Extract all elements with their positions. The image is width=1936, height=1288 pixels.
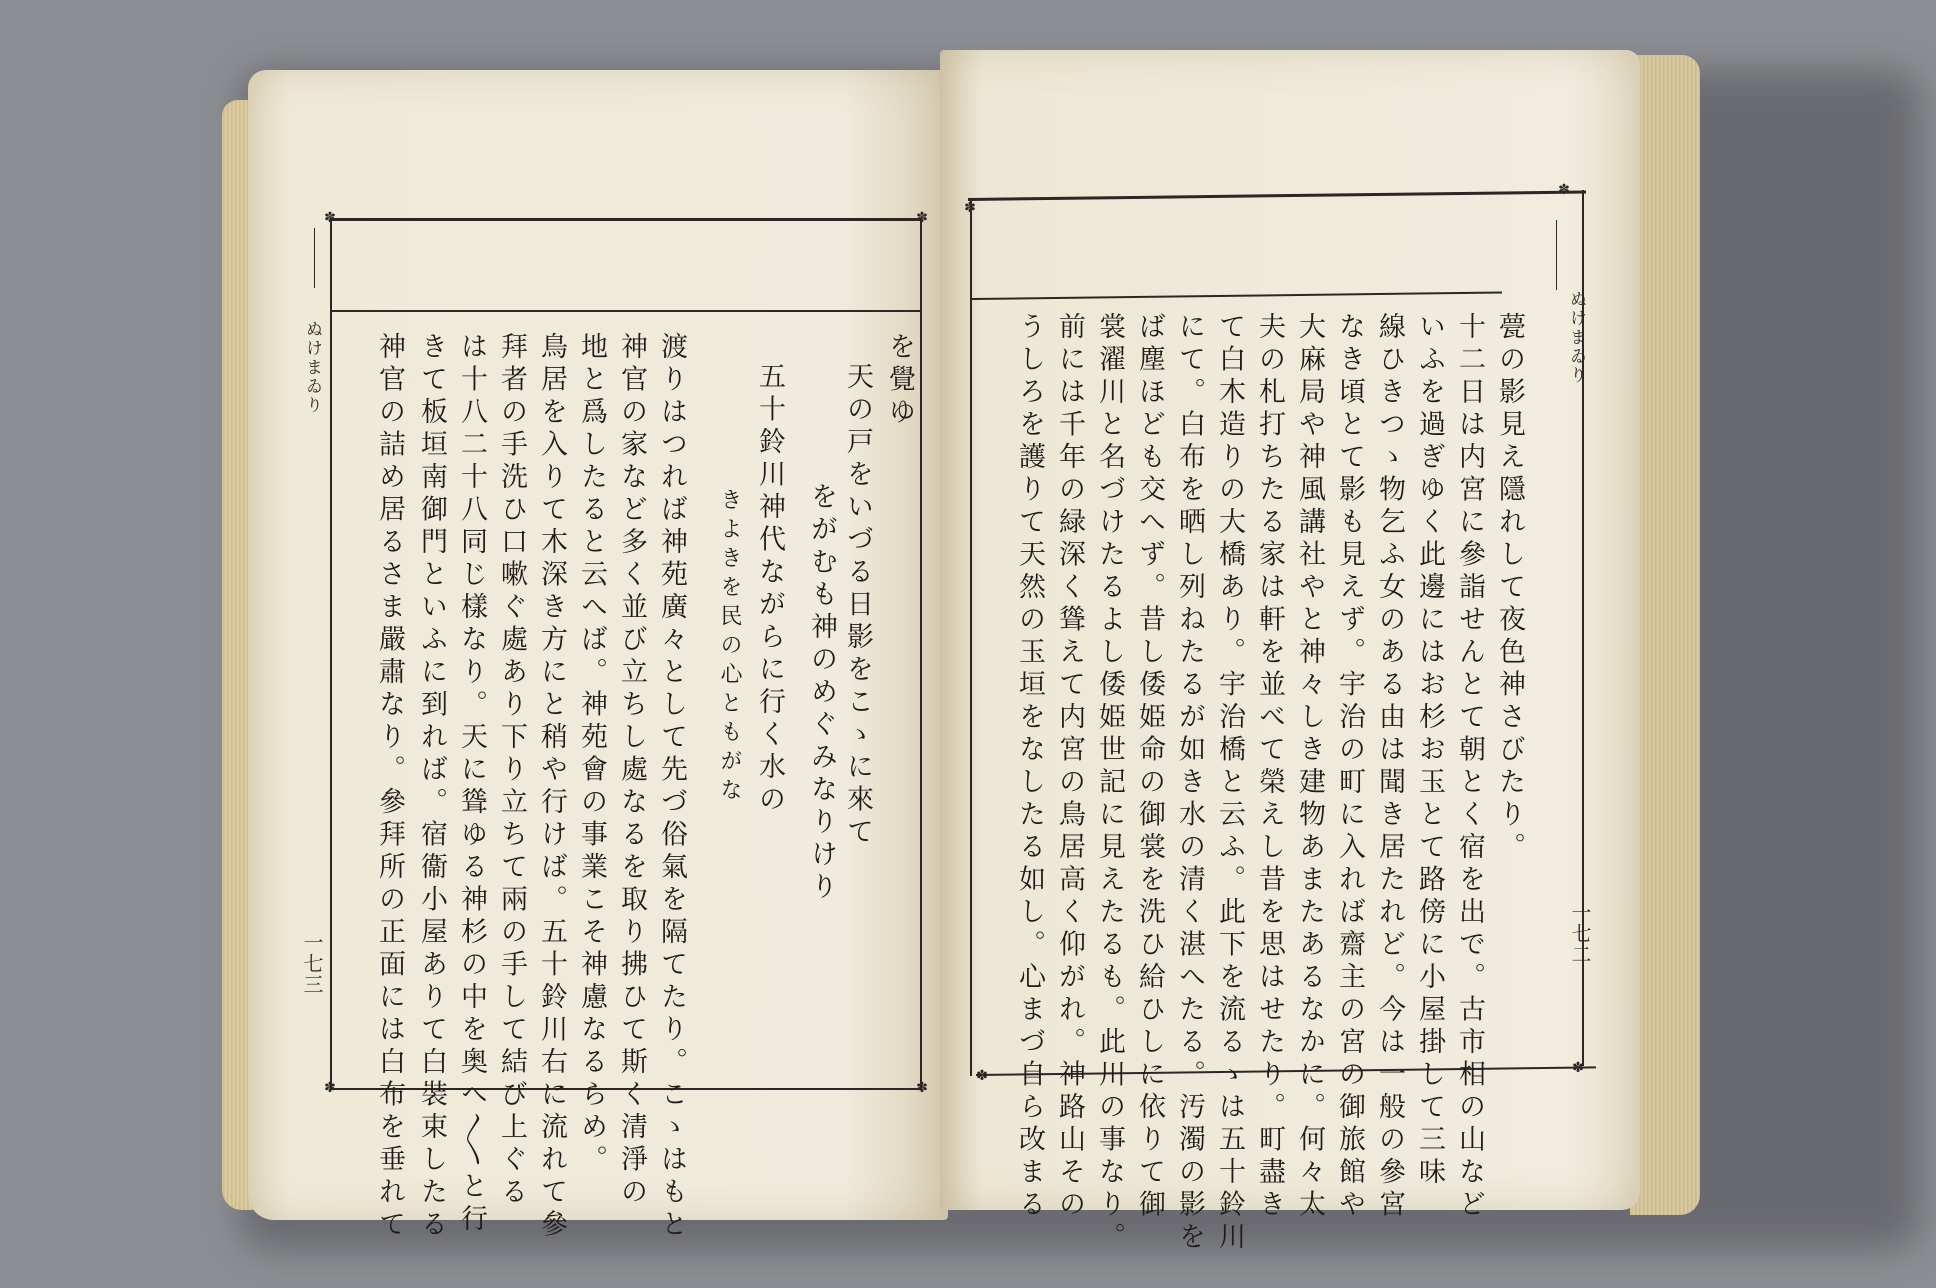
text-column: 甍の影見え隱れして夜色神さびたり。 [1494,312,1525,865]
text-column: 大麻局や神風講社やと神々しき建物あまたあるなかに。何々太 [1294,312,1325,1222]
rosette-icon: ✽ [916,210,928,226]
left-frame-left [330,220,332,1090]
right-frame-left [970,200,972,1076]
text-column: 裳濯川と名づけたるよし倭姫世記に見えたるも。此川の事なり。 [1094,312,1125,1255]
text-column: ば塵ほども交へず。昔し倭姫命の御裳を洗ひ給ひしに依りて御 [1134,312,1165,1222]
page-number: 一七三 [300,932,324,995]
text-column: 拜者の手洗ひ口嗽ぐ處あり下り立ちて兩の手して結び上ぐる [496,332,527,1210]
text-column: 渡りはつれば神苑廣々として先づ俗氣を隔てたり。こゝはもと [656,332,687,1242]
rosette-icon: ✽ [964,200,976,216]
running-title: ぬけまゐり [1566,290,1586,385]
text-column: 神官の詰め居るさま嚴肅なり。參拜所の正面には白布を垂れて [374,332,405,1242]
rosette-icon: ✽ [324,1080,336,1096]
left-frame-right [920,220,922,1090]
left-frame-top [330,218,922,221]
running-title: ぬけまゐり [302,320,322,415]
text-column: 前には千年の緑深く聳えて内宮の鳥居高く仰がれ。神路山その [1054,312,1085,1222]
text-column: いふを過ぎゆく此邊にはお杉お玉とて路傍に小屋掛して三味 [1414,312,1445,1190]
text-column: きて板垣南御門といふに到れば。宿衞小屋ありて白裝束したる [416,332,447,1242]
text-column: 線ひきつゝ物乞ふ女のある由は聞き居たれど。今は一般の參宮 [1374,312,1405,1222]
rosette-icon: ✽ [1558,182,1570,198]
text-column: は十八二十八同じ樣なり。天に聳ゆる神杉の中を奥へ〳〵と行 [456,332,487,1237]
text-column: にて。白布を晒し列ねたるが如き水の清く湛へたる。汚濁の影を [1174,312,1205,1255]
left-outer-rule [314,228,315,288]
text-column: 夫の札打ちたる家は軒を並べて榮えし昔を思はせたり。町盡き [1254,312,1285,1222]
rosette-icon: ✽ [324,210,336,226]
text-column: を覺ゆ [884,332,915,430]
text-column: なき頃とて影も見えず。宇治の町に入れば齋主の宮の御旅館や [1334,312,1365,1222]
rosette-icon: ✽ [1572,1060,1584,1076]
rosette-icon: ✽ [916,1080,928,1096]
left-page [248,70,948,1242]
text-column: をがむも神のめぐみなりけり [806,482,837,905]
right-outer-rule [1556,220,1557,290]
text-column: 五十鈴川神代ながらに行く水の [754,362,785,817]
text-column: 神官の家など多く並び立ちし處なるを取り拂ひて斯く清淨の [616,332,647,1210]
text-column: 天の戸をいづる日影をこゝに來て [842,362,873,850]
rosette-icon: ✽ [976,1068,988,1084]
right-frame-top [968,190,1586,201]
right-page [940,50,1640,1255]
text-column: 地と爲したると云へば。神苑會の事業こそ神慮なるらめ。 [576,332,607,1177]
text-column: 十二日は内宮に參詣せんとて朝とく宿を出で。古市相の山など [1454,312,1485,1222]
left-header-rule [332,310,920,312]
right-page-edges [1630,55,1700,1215]
text-column: 鳥居を入りて木深き方にと稍や行けば。五十鈴川右に流れて參 [536,332,567,1242]
text-column: て白木造りの大橋あり。宇治橋と云ふ。此下を流るゝは五十鈴川 [1214,312,1245,1255]
text-column: うしろを護りて天然の玉垣をなしたる如し。心まづ自ら改まる [1014,312,1045,1222]
page-number: 一七二 [1568,902,1592,965]
right-header-rule [972,292,1502,300]
text-column: きよきを民の心ともがな [717,488,742,807]
